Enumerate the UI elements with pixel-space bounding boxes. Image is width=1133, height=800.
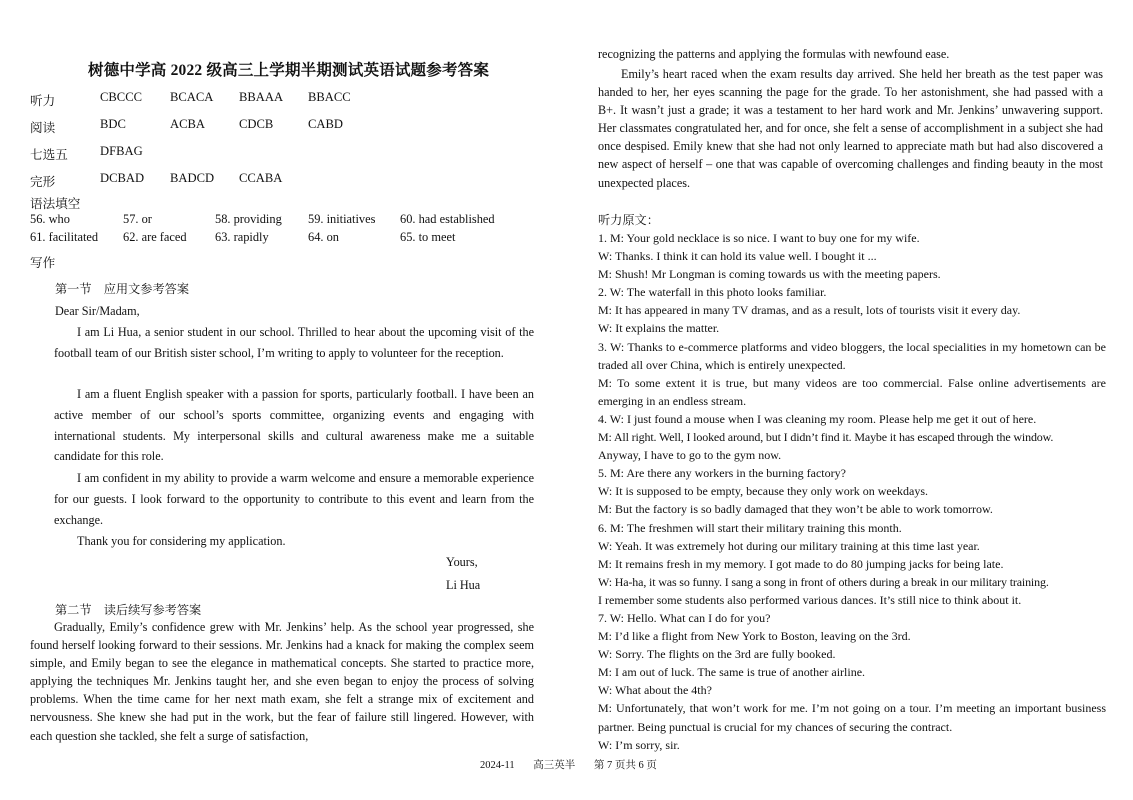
- answer-label: 七选五: [30, 148, 68, 162]
- footer-page-number: 第 7 页共 6 页: [593, 760, 657, 771]
- answer-label: 听力: [30, 94, 56, 108]
- transcript-line: 2. W: The waterfall in this photo looks familiar.: [598, 285, 827, 300]
- transcript-line: M: I’d like a flight from New York to Boston, leaving on the 3rd.: [598, 629, 911, 644]
- footer-subject: 高三英半: [533, 760, 576, 771]
- answer-group: DFBAG: [100, 144, 143, 158]
- continuation-paragraph: Gradually, Emily’s confidence grew with Mr. Jenkins’ help. As the school year progressed, she found herself looking forward to their sessions. Mr. Jenkins had a knack for making the complex seem simple, and Emily began to see the elegance in mathematical concepts. She started to practice more, applying the techniques Mr. Jenkins taught her, and she even began to enjoy the process of solving problems. When the time came for her next math exam, she felt a strange mix of excitement and nervousness. She knew she had put in the work, but the fear of failure still lingered. However, with each question she tackled, she felt a surge of satisfaction,: [30, 620, 534, 743]
- letter-signature: Li Hua: [446, 578, 481, 592]
- answer-group: BADCD: [170, 171, 215, 185]
- transcript-line: M: But the factory is so badly damaged that they won’t be able to work tomorrow.: [598, 502, 993, 517]
- grammar-answer: 58. providing: [215, 212, 282, 226]
- letter-paragraph: I am a fluent English speaker with a passion for sports, particularly football. I have been an active member of our school’s sports committee, organizing events and engaging with international students. My interpersonal skills and cultural awareness make me a suitable candidate for this role.: [54, 387, 534, 464]
- transcript-line: M: All right. Well, I looked around, but I didn’t find it. Maybe it has escaped through the window.: [598, 430, 1054, 445]
- letter-paragraph: I am confident in my ability to provide a warm welcome and ensure a memorable experience for our guests. I look forward to the opportunity to contribute to this event and learn from the exchange.: [54, 471, 534, 527]
- grammar-answer: 61. facilitated: [30, 230, 99, 244]
- transcript-line: 6. M: The freshmen will start their military training this month.: [598, 520, 902, 535]
- answer-group: BCACA: [170, 90, 214, 104]
- answer-group: CBCCC: [100, 90, 142, 104]
- transcript-line: W: Thanks. I think it can hold its value well. I bought it ...: [598, 249, 877, 264]
- answer-group: CABD: [308, 117, 343, 131]
- transcript-line: I remember some students also performed various dances. It’s still nice to think about it.: [598, 592, 1022, 607]
- transcript-line: M: Unfortunately, that won’t work for me. I’m not going on a tour. I’m meeting an important business partner. Being punctual is crucial for my chances of securing the contract.: [598, 701, 1106, 734]
- transcript-line: W: I’m sorry, sir.: [598, 737, 680, 752]
- transcript-line: 4. W: I just found a mouse when I was cleaning my room. Please help me get it out of here.: [598, 411, 1037, 426]
- transcript-line: 5. M: Are there any workers in the burning factory?: [598, 466, 846, 481]
- answer-group: CCABA: [239, 171, 283, 185]
- answer-label: 阅读: [30, 121, 56, 135]
- answer-group: BDC: [100, 117, 126, 131]
- transcript-line: W: Yeah. It was extremely hot during our military training at this time last year.: [598, 538, 980, 553]
- transcript-line: 1. M: Your gold necklace is so nice. I want to buy one for my wife.: [598, 231, 920, 245]
- transcript-line: M: Shush! Mr Longman is coming towards us with the meeting papers.: [598, 267, 941, 282]
- transcript-line: W: Sorry. The flights on the 3rd are fully booked.: [598, 647, 836, 662]
- grammar-answer: 65. to meet: [400, 230, 456, 244]
- section1-heading: 第一节 应用文参考答案: [55, 282, 190, 296]
- transcript-line: Anyway, I have to go to the gym now.: [598, 448, 782, 463]
- page-footer: [480, 757, 673, 772]
- grammar-answer: 62. are faced: [123, 230, 187, 244]
- answer-group: ACBA: [170, 117, 205, 131]
- transcript-heading: 听力原文：: [598, 213, 659, 227]
- grammar-answer: 57. or: [123, 212, 152, 226]
- grammar-answer: 63. rapidly: [215, 230, 269, 244]
- grammar-answer: 64. on: [308, 230, 339, 244]
- transcript-line: M: It remains fresh in my memory. I got made to do 80 jumping jacks for being late.: [598, 556, 1004, 571]
- letter-closing: Yours,: [446, 555, 478, 569]
- answer-group: BBACC: [308, 90, 351, 104]
- letter-paragraph: I am Li Hua, a senior student in our school. Thrilled to hear about the upcoming visit of the football team of our British sister school, I’m writing to apply to volunteer for the reception.: [54, 325, 534, 360]
- answer-group: DCBAD: [100, 171, 145, 185]
- answer-group: BBAAA: [239, 90, 284, 104]
- answer-label: 完形: [30, 175, 56, 189]
- grammar-answer: 56. who: [30, 212, 70, 226]
- transcript-line: W: It is supposed to be empty, because they only work on weekdays.: [598, 484, 929, 499]
- transcript-list: [598, 229, 1106, 754]
- letter-paragraph: Thank you for considering my application.: [77, 534, 286, 548]
- transcript-line: W: What about the 4th?: [598, 683, 712, 698]
- transcript-line: M: It has appeared in many TV dramas, and as a result, lots of tourists visit it every day.: [598, 303, 1021, 318]
- transcript-line: 7. W: Hello. What can I do for you?: [598, 610, 771, 625]
- grammar-answer: 60. had established: [400, 212, 495, 226]
- transcript-line: 3. W: Thanks to e-commerce platforms and video bloggers, the local specialities in my hometown can be traded all over China, which is entirely unexpected.: [598, 339, 1106, 372]
- transcript-line: M: To some extent it is true, but many videos are too commercial. False online advertisements are emerging in an endless stream.: [598, 375, 1106, 408]
- footer-date: 2024-11: [480, 760, 515, 771]
- transcript-line: W: It explains the matter.: [598, 321, 720, 336]
- answer-group: CDCB: [239, 117, 274, 131]
- grammar-answer: 59. initiatives: [308, 212, 376, 226]
- page-title: 树德中学高 2022 级高三上学期半期测试英语试题参考答案: [88, 62, 490, 79]
- continuation-paragraph: Emily’s heart raced when the exam results day arrived. She held her breath as the test paper was handed to her, her eyes scanning the page for the grade. To her astonishment, she had passed with a B+. It wasn’t just a grade; it was a testament to her hard work and Mr. Jenkins’ unwavering support. Her classmates congratulated her, and for once, she felt a sense of accomplishment in a subject she had once despised. Emily knew that she had not only learned to appreciate math but had also discovered a new aspect of herself – one that was capable of overcoming challenges and finding beauty in the most unexpected places.: [598, 67, 1103, 190]
- transcript-line: W: Ha-ha, it was so funny. I sang a song in front of others during a break in our military training.: [598, 574, 1049, 589]
- writing-label: 写作: [30, 256, 56, 270]
- section2-heading: 第二节 读后续写参考答案: [55, 603, 202, 617]
- continuation-paragraph-end: recognizing the patterns and applying the formulas with newfound ease.: [598, 47, 950, 61]
- grammar-label: 语法填空: [30, 197, 81, 211]
- letter-salutation: Dear Sir/Madam,: [55, 304, 140, 318]
- transcript-line: M: I am out of luck. The same is true of another airline.: [598, 665, 866, 680]
